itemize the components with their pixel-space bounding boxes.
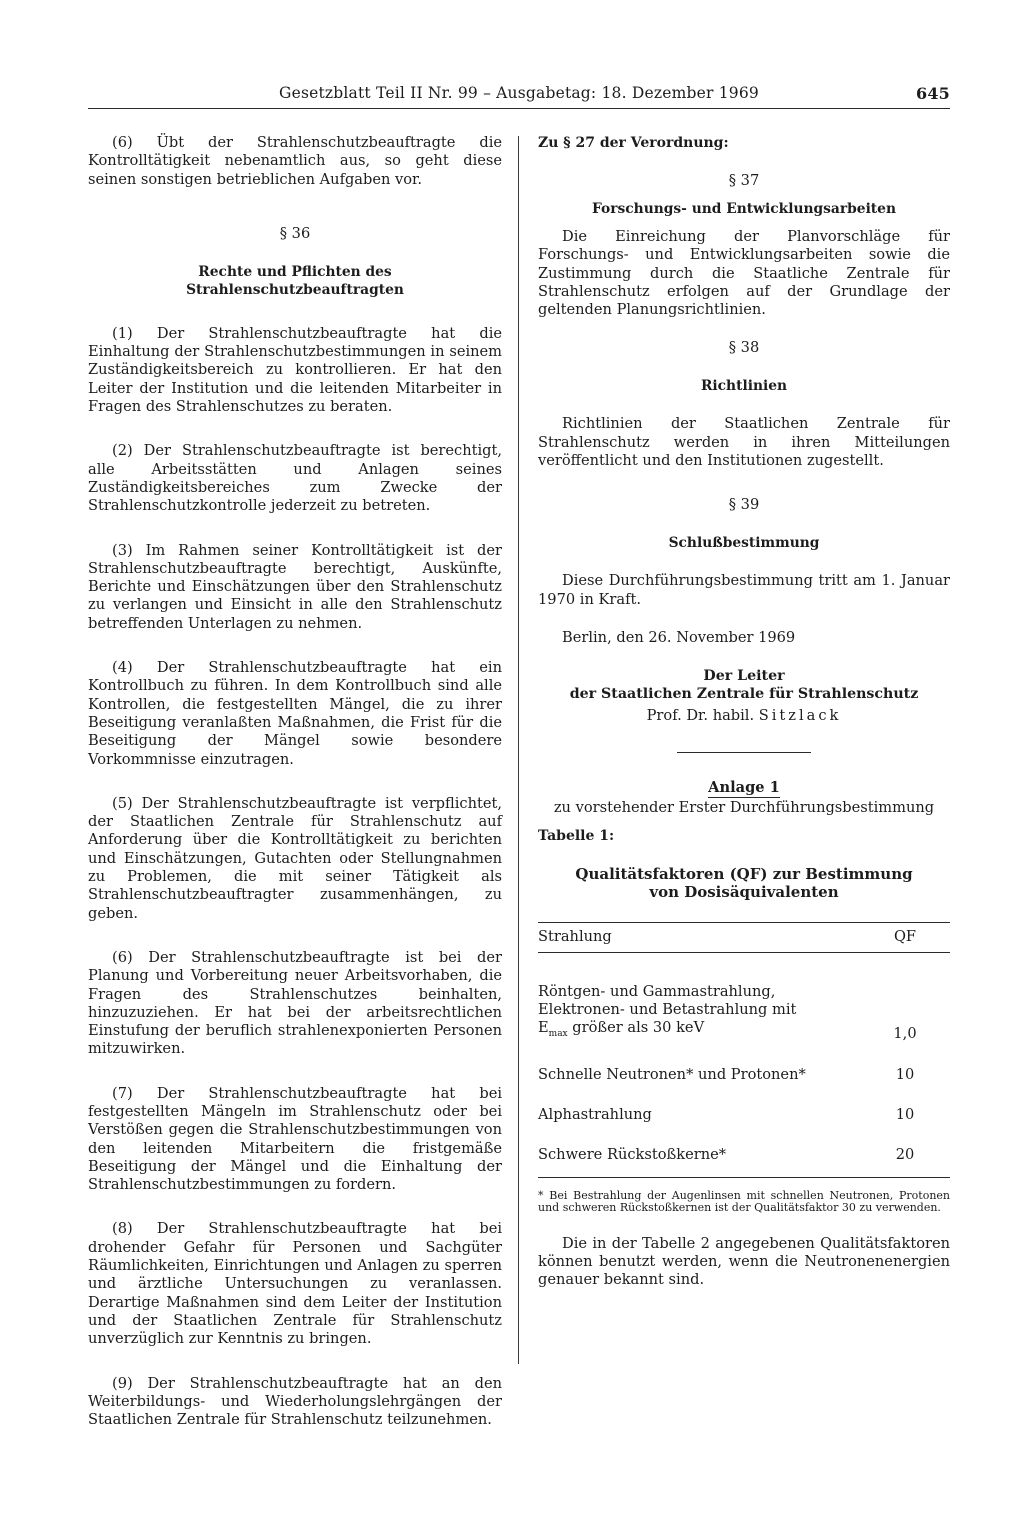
section-36-paragraph-3: (3) Im Rahmen seiner Kontrolltätigkeit ist der Strahlenschutzbeauftragte berechtigt, Auskünfte, Berichte und Einschätzungen über den Strahlenschutz zu verlangen und Einsicht in alle den Strahlenschutz betreffenden Unterlagen zu nehmen. <box>88 541 502 632</box>
table-row <box>538 1044 950 1084</box>
table-row <box>538 1124 950 1177</box>
page-number: 645 <box>916 84 950 103</box>
table-title: Qualitätsfaktoren (QF) zur Bestimmung von Dosisäquivalenten <box>575 864 913 902</box>
signatory-name-line <box>538 707 950 725</box>
column-header-qf: QF <box>860 922 950 952</box>
annex-subtitle: zu vorstehender Erster Durchführungsbestimmung <box>553 798 935 816</box>
section-38-text: Richtlinien der Staatlichen Zentrale für Strahlenschutz werden in ihren Mitteilungen veröffentlicht und den Institutionen zugestellt. <box>538 415 950 470</box>
section-37-number: § 37 <box>728 172 760 189</box>
emax-symbol: E <box>538 1019 549 1037</box>
section-36-paragraph-6: (6) Der Strahlenschutzbeauftragte ist bei der Planung und Vorbereitung neuer Arbeitsvorhaben, die Fragen des Strahlenschutzes beinhalten, hinzuzuziehen. Er hat bei der arbeitsrechtlichen Einstufung der beruflich strahlenexponierten Personen mitzuwirken. <box>88 948 502 1058</box>
closing-text: Die in der Tabelle 2 angegebenen Qualitätsfaktoren können benutzt werden, wenn die Neutronenenergien genauer bekannt sind. <box>538 1234 950 1289</box>
row-label-fast-neutrons: Schnelle Neutronen* und Protonen* <box>538 1065 806 1083</box>
section-36-title: Rechte und Pflichten des Strahlenschutzbeauftragten <box>186 263 404 298</box>
section-36-paragraph-9: (9) Der Strahlenschutzbeauftragte hat an den Weiterbildungs- und Wiederholungslehrgängen der Staatlichen Zentrale für Strahlenschutz teilzunehmen. <box>88 1374 502 1429</box>
section-36-paragraph-5: (5) Der Strahlenschutzbeauftragte ist verpflichtet, der Staatlichen Zentrale für Strahlenschutz auf Anforderung über die Kontrolltätigkeit zu berichten und Einschätzungen, Gutachten oder Stellungnahmen zu Problemen, die mit seiner Tätigkeit als Strahlenschutzbeauftragter zusammenhängen, zu geben. <box>88 794 502 922</box>
place-and-date: Berlin, den 26. November 1969 <box>562 628 796 646</box>
signatory-title-1: Der Leiter <box>703 668 785 685</box>
row-label-heavy-recoil: Schwere Rückstoßkerne* <box>538 1124 860 1177</box>
signatory-name: Sitzlack <box>758 707 842 725</box>
quality-factor-table <box>538 922 950 1178</box>
signatory-title-2: der Staatlichen Zentrale für Strahlenschutz <box>569 686 919 703</box>
table-footnote: * Bei Bestrahlung der Augenlinsen mit schnellen Neutronen, Protonen und schweren Rückstoßkernen ist der Qualitätsfaktor 30 zu verwenden. <box>538 1188 950 1215</box>
section-39-text: Diese Durchführungsbestimmung tritt am 1. Januar 1970 in Kraft. <box>538 572 950 608</box>
row-value-qf: 10 <box>895 1065 915 1083</box>
signatory-prefix: Prof. Dr. habil. <box>646 707 755 725</box>
annex-title-text: Anlage 1 <box>708 778 780 796</box>
section-36-paragraph-4: (4) Der Strahlenschutzbeauftragte hat ein Kontrollbuch zu führen. In dem Kontrollbuch sind alle Kontrollen, die festgestellten Mängel, die zu ihrer Beseitigung veranlaßten Maßnahmen, die Frist für die Beseitigung der Mängel sowie besondere Vorkommnisse einzutragen. <box>88 659 502 768</box>
table-row <box>538 952 950 1043</box>
table-label: Tabelle 1: <box>538 827 615 844</box>
section-39-title: Schlußbestimmung <box>668 535 820 552</box>
row-value-qf: 1,0 <box>893 1025 917 1043</box>
regulation-reference: Zu § 27 der Verordnung: <box>538 135 729 151</box>
right-column <box>538 134 950 1289</box>
emax-subscript: max <box>548 1029 568 1040</box>
section-38-title: Richtlinien <box>700 378 788 395</box>
section-38-number: § 38 <box>728 339 760 357</box>
row-value-qf: 20 <box>860 1124 950 1177</box>
section-36-number: § 36 <box>279 224 311 242</box>
running-title: Gesetzblatt Teil II Nr. 99 – Ausgabetag: 18. Dezember 1969 <box>279 84 759 102</box>
section-36-paragraph-1: (1) Der Strahlenschutzbeauftragte hat die Einhaltung der Strahlenschutzbestimmungen in seinem Zuständigkeitsbereich zu kontrollieren. Er hat den Leiter der Institution und die leitenden Mitarbeiter in Fragen des Strahlenschutzes zu beraten. <box>88 324 502 416</box>
table-header-row <box>538 922 950 952</box>
section-39-number: § 39 <box>728 496 760 514</box>
header-rule <box>88 108 950 109</box>
paragraph-prev-6: (6) Übt der Strahlenschutzbeauftragte die Kontrolltätigkeit nebenamtlich aus, so geht diese seinen sonstigen betrieblichen Aufgaben vor. <box>88 134 502 188</box>
page-header <box>88 84 950 108</box>
table-row <box>538 1084 950 1124</box>
section-37-text: Die Einreichung der Planvorschläge für Forschungs- und Entwicklungsarbeiten sowie die Zustimmung durch die Staatliche Zentrale für Strahlenschutz erfolgen auf der Grundlage der geltenden Planungsrichtlinien. <box>538 228 950 319</box>
left-column <box>88 134 502 1429</box>
section-36-paragraph-8: (8) Der Strahlenschutzbeauftragte hat bei drohender Gefahr für Personen und Sachgüter Räumlichkeiten, Einrichtungen und Anlagen zu sperren und ärztliche Untersuchungen zu veranlassen. Derartige Maßnahmen sind dem Leiter der Institution und der Staatlichen Zentrale für Strahlenschutz unverzüglich zur Kenntnis zu bringen. <box>88 1220 502 1348</box>
column-divider <box>518 136 519 1364</box>
row-label-xray-gamma: Röntgen- und Gammastrahlung, Elektronen- und Betastrahlung mit $E_{max}$ größer als 30 keV <box>538 982 797 1040</box>
section-36-paragraph-7: (7) Der Strahlenschutzbeauftragte hat bei festgestellten Mängeln im Strahlenschutz oder bei Verstößen gegen die Strahlenschutzbestimmungen von den leitenden Mitarbeitern die fristgemäße Beseitigung der Mängel und die Einhaltung der Strahlenschutzbestimmungen zu fordern. <box>88 1084 502 1194</box>
section-37-title: Forschungs- und Entwicklungsarbeiten <box>591 201 896 217</box>
row-value-qf: 10 <box>895 1105 915 1123</box>
column-header-radiation: Strahlung <box>538 922 860 952</box>
section-36-paragraph-2: (2) Der Strahlenschutzbeauftragte ist berechtigt, alle Arbeitsstätten und Anlagen seines Zuständigkeitsbereiches zum Zwecke der Strahlenschutzkontrolle jederzeit zu betreten. <box>88 442 502 515</box>
annex-title <box>538 779 950 797</box>
row-label-alpha: Alphastrahlung <box>538 1105 652 1123</box>
